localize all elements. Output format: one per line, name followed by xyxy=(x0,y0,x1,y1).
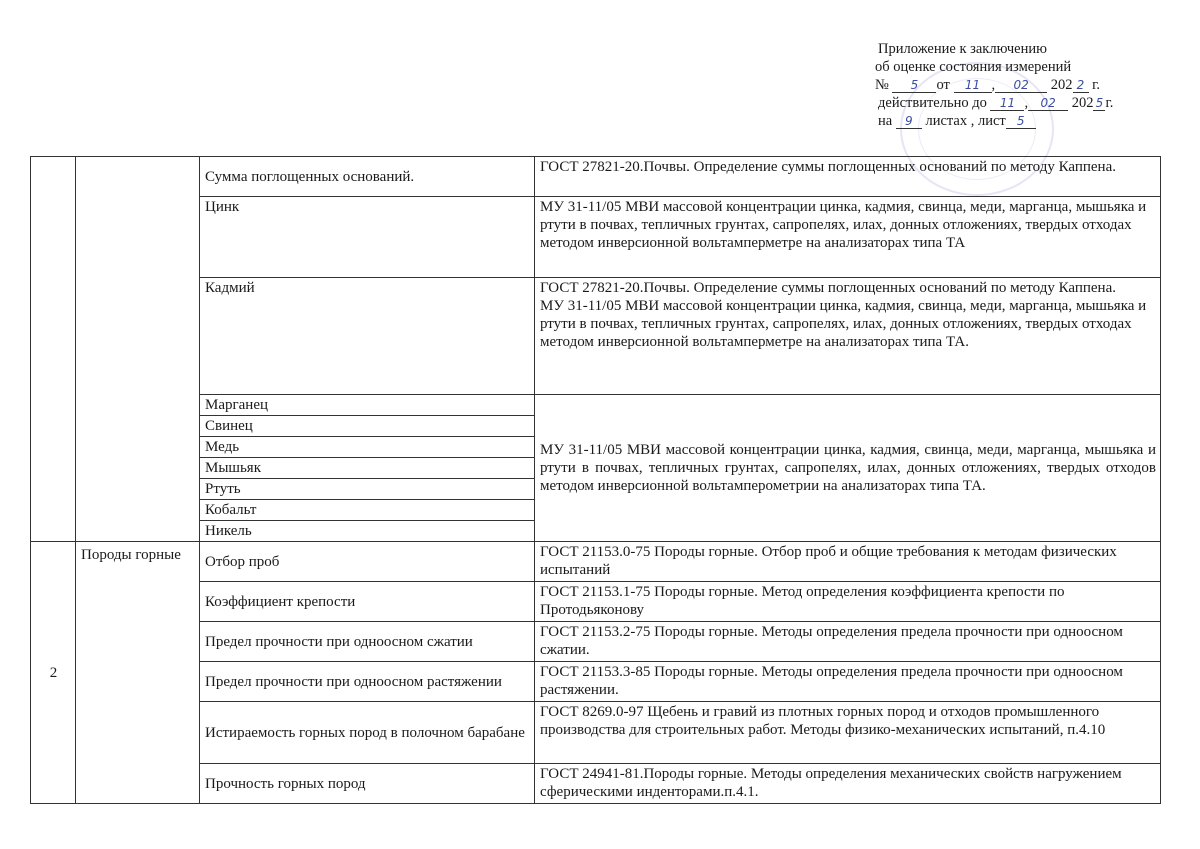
group-cell-empty xyxy=(76,157,200,542)
method-line-a: ГОСТ 27821-20.Почвы. Определение суммы поглощенных оснований по методу Каппена. xyxy=(540,280,1116,296)
table-row xyxy=(31,702,1161,764)
param-cell: Истираемость горных пород в полочном барабане xyxy=(200,702,535,764)
param-cell: Предел прочности при одноосном растяжении xyxy=(200,662,535,702)
issue-month: 02 xyxy=(995,78,1047,93)
param-cell: Никель xyxy=(200,521,535,542)
sheet-number: 5 xyxy=(1006,114,1036,129)
issue-day: 11 xyxy=(954,78,992,93)
on-label: на xyxy=(878,113,893,129)
param-cell: Цинк xyxy=(200,197,535,278)
method-line-b: МУ 31-11/05 МВИ массовой концентрации цинка, кадмия, свинца, меди, марганца, мышьяка и ртути в почвах, тепличных грунтах, сапропелях, илах, донных отложениях, твердых отходах методом инверсионной вольтамперметре на анализаторах типа ТА. xyxy=(540,298,1147,350)
section-number: 2 xyxy=(31,542,76,804)
method-cell: МУ 31-11/05 МВИ массовой концентрации цинка, кадмия, свинца, меди, марганца, мышьяка и ртути в почвах, тепличных грунтах, сапропелях, илах, донных отложениях, твердых отходах методом инверсионной вольтамперметре на анализаторах типа ТА xyxy=(535,197,1161,278)
table-row xyxy=(31,764,1161,804)
method-cell: ГОСТ 27821-20.Почвы. Определение суммы поглощенных оснований по методу Каппена. xyxy=(535,157,1161,197)
param-cell: Кобальт xyxy=(200,500,535,521)
header-line-3: № 5 от 11 , 02 202 2 г. xyxy=(875,77,1101,93)
number-cell-empty xyxy=(31,157,76,542)
param-cell: Коэффициент крепости xyxy=(200,582,535,622)
param-cell: Свинец xyxy=(200,416,535,437)
appendix-header xyxy=(875,40,1113,130)
header-line-5: на 9 листах , лист 5 xyxy=(875,112,1113,130)
method-cell-merged: МУ 31-11/05 МВИ массовой концентрации цинка, кадмия, свинца, меди, марганца, мышьяка и ртути в почвах, тепличных грунтах, сапропелях, илах, донных отложениях, твердых отходов методом инверсионной вольтамперометрии на анализаторах типа ТА. xyxy=(535,395,1161,542)
document-number: 5 xyxy=(892,78,936,93)
table-row xyxy=(31,542,1161,582)
param-cell: Марганец xyxy=(200,395,535,416)
table-row xyxy=(31,662,1161,702)
param-cell: Предел прочности при одноосном сжатии xyxy=(200,622,535,662)
param-cell: Кадмий xyxy=(200,278,535,395)
param-cell: Медь xyxy=(200,437,535,458)
header-line-1: Приложение к заключению xyxy=(878,41,1047,57)
table-row xyxy=(31,395,1161,416)
header-line-4: действительно до 11 , 02 202 5 г. xyxy=(878,95,1114,111)
valid-day: 11 xyxy=(990,96,1024,111)
methods-table xyxy=(30,156,1161,804)
method-cell: ГОСТ 24941-81.Породы горные. Методы определения механических свойств нагружением сферическими инденторами.п.4.1. xyxy=(535,764,1161,804)
number-label: № xyxy=(875,77,889,93)
from-label: от xyxy=(936,77,950,93)
param-cell: Прочность горных пород xyxy=(200,764,535,804)
table-row xyxy=(31,278,1161,395)
sheet-count: 9 xyxy=(896,114,922,129)
table-row xyxy=(31,582,1161,622)
valid-until-label: действительно до xyxy=(878,95,987,111)
header-line-2: об оценке состояния измерений xyxy=(875,59,1072,75)
section-group: Породы горные xyxy=(76,542,200,804)
valid-year-digit: 5 xyxy=(1093,96,1105,111)
param-cell: Отбор проб xyxy=(200,542,535,582)
param-cell: Мышьяк xyxy=(200,458,535,479)
param-cell: Сумма поглощенных оснований. xyxy=(200,157,535,197)
issue-year-digit: 2 xyxy=(1073,78,1089,93)
method-cell: ГОСТ 21153.1-75 Породы горные. Метод определения коэффициента крепости по Протодьяконову xyxy=(535,582,1161,622)
table-row xyxy=(31,157,1161,197)
method-cell: ГОСТ 21153.3-85 Породы горные. Методы определения предела прочности при одноосном растяжении. xyxy=(535,662,1161,702)
method-cell: ГОСТ 21153.2-75 Породы горные. Методы определения предела прочности при одноосном сжатии. xyxy=(535,622,1161,662)
param-cell: Ртуть xyxy=(200,479,535,500)
method-cell xyxy=(535,278,1161,395)
method-cell: ГОСТ 21153.0-75 Породы горные. Отбор проб и общие требования к методам физических испытаний xyxy=(535,542,1161,582)
method-cell: ГОСТ 8269.0-97 Щебень и гравий из плотных горных пород и отходов промышленного производства для строительных работ. Методы физико-механических испытаний, п.4.10 xyxy=(535,702,1161,764)
table-row xyxy=(31,622,1161,662)
valid-month: 02 xyxy=(1028,96,1068,111)
table-row xyxy=(31,197,1161,278)
